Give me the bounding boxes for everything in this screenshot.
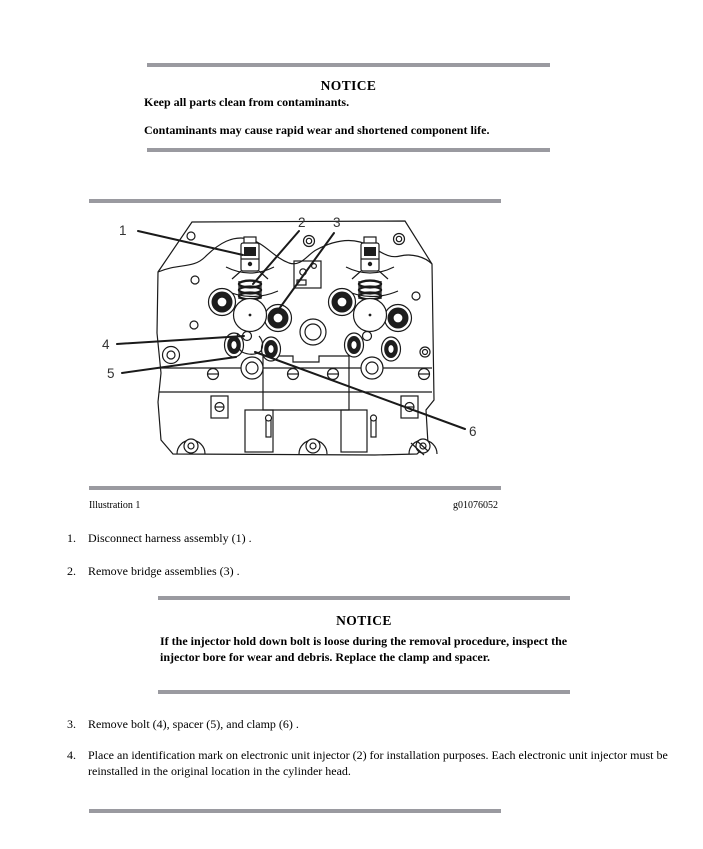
callout-label-2: 2 [298, 215, 306, 230]
notice-top-line-2: Contaminants may cause rapid wear and shortened component life. [144, 123, 490, 137]
figure-container [95, 205, 513, 477]
engine-head-figure [95, 205, 513, 477]
figure-ref-number: g01076052 [453, 500, 498, 511]
notice-mid-rule-lower [158, 690, 570, 694]
callout-label-3: 3 [333, 215, 341, 230]
notice-top-rule-lower [147, 148, 550, 152]
notice-top-title: NOTICE [320, 78, 377, 93]
figure-caption: Illustration 1 [89, 500, 141, 511]
step-4-number: 4. [67, 748, 76, 762]
step-3-number: 3. [67, 717, 76, 731]
step-2-text: Remove bridge assemblies (3) . [88, 564, 240, 578]
step-2-number: 2. [67, 564, 76, 578]
cylinder-head-drawing [102, 215, 477, 455]
figure-rule-upper [89, 199, 501, 203]
notice-mid-rule-upper [158, 596, 570, 600]
callout-label-4: 4 [102, 337, 110, 352]
notice-mid-text: If the injector hold down bolt is loose during the removal procedure, inspect the injector bore for wear and debris. Replace the clamp and spacer. [160, 634, 568, 664]
figure-caption-row [89, 500, 498, 511]
notice-top-rule-upper [147, 63, 550, 67]
callout-label-1: 1 [119, 223, 127, 238]
step-1-text: Disconnect harness assembly (1) . [88, 531, 252, 545]
callout-label-5: 5 [107, 366, 115, 381]
step-1-number: 1. [67, 531, 76, 545]
notice-top-line-1: Keep all parts clean from contaminants. [144, 95, 350, 109]
notice-mid-title: NOTICE [336, 613, 392, 628]
callout-label-6: 6 [469, 424, 477, 439]
step-3-text: Remove bolt (4), spacer (5), and clamp (6) . [88, 717, 299, 731]
figure-rule-lower [89, 486, 501, 490]
step-4-text: Place an identification mark on electronic unit injector (2) for installation purposes. Each electronic unit injector must be reinstalled in the original location in the cylinder head. [88, 748, 668, 778]
page-bottom-rule [89, 809, 501, 813]
